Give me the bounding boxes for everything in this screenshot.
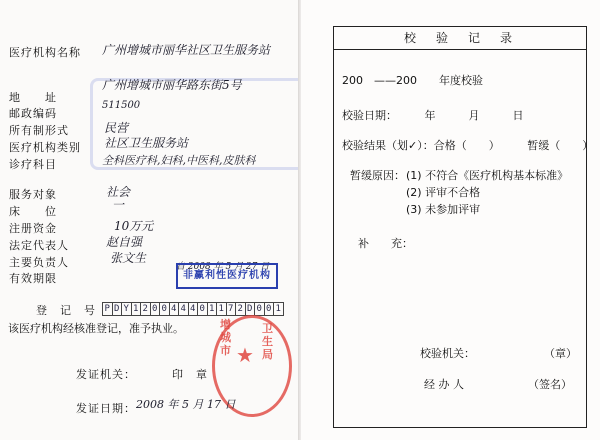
approval-note: 该医疗机构经核准登记，准予执业。	[8, 322, 184, 335]
register-digit: 4	[169, 302, 180, 316]
defer-reason-1: (1) 不符合《医疗机构基本标准》	[406, 169, 569, 182]
defer-reason-2: (2) 评审不合格	[406, 186, 481, 199]
ownership-label: 所有制形式	[9, 124, 69, 137]
register-digit: 4	[188, 302, 199, 316]
register-number-label: 登 记 号	[36, 304, 96, 317]
issuer-label: 发证机关：	[76, 368, 136, 381]
inspection-record-frame	[333, 26, 594, 428]
register-digit: D	[245, 302, 256, 316]
legal-rep-value: 赵自强	[106, 235, 143, 249]
departments-value: 全科医疗科,妇科,中医科,皮肤科	[102, 154, 256, 167]
inspection-date-line: 校验日期： 年 月 日	[342, 109, 524, 122]
nonprofit-stamp: 非赢利性医疗机构	[176, 263, 278, 289]
institution-name-value: 广州增城市丽华社区卫生服务站	[102, 43, 271, 57]
validity-label: 有效期限	[9, 272, 57, 285]
register-digit: D	[112, 302, 123, 316]
register-digit: 0	[254, 302, 265, 316]
principal-value: 张文生	[110, 251, 147, 265]
register-digit: 0	[264, 302, 275, 316]
register-digit: 2	[140, 302, 151, 316]
postcode-label: 邮政编码	[9, 107, 57, 120]
handler-label: 经 办 人	[424, 378, 464, 391]
validity-value: 自 2008 年 5 月 27 日	[176, 262, 270, 272]
category-value: 社区卫生服务站	[104, 136, 189, 150]
register-digit: 1	[207, 302, 218, 316]
register-digit: 1	[273, 302, 284, 316]
defer-reason-3: (3) 未参加评审	[406, 203, 481, 216]
principal-label: 主要负责人	[9, 256, 69, 269]
supplement-label: 补 充：	[358, 237, 413, 250]
register-digit: 4	[178, 302, 189, 316]
category-label: 医疗机构类别	[9, 141, 81, 154]
legal-rep-label: 法定代表人	[9, 239, 69, 252]
seal-star-icon: ★	[236, 343, 254, 367]
register-number-boxes	[102, 302, 283, 316]
register-digit: 0	[197, 302, 208, 316]
inspection-authority-label: 校验机关：	[420, 347, 475, 360]
beds-value: 一	[112, 198, 125, 212]
seal-label: 印 章	[172, 368, 208, 381]
capital-label: 注册资金	[9, 222, 57, 235]
inspection-authority-seal: （章）	[544, 347, 577, 360]
defer-reason-title: 暂缓原因：	[350, 169, 405, 182]
ownership-value: 民营	[104, 121, 129, 135]
inspection-year-line: 200 ——200 年度校验	[342, 74, 483, 87]
register-digit: Y	[121, 302, 132, 316]
issue-date-label: 发证日期：	[76, 402, 136, 415]
address-label: 地 址	[9, 91, 57, 104]
postcode-value: 511500	[102, 100, 141, 111]
seal-text-left: 增城市	[220, 318, 231, 357]
issue-date-value: 2008 年 5 月 17 日	[136, 398, 236, 411]
handler-signature: （签名）	[528, 378, 572, 391]
register-digit: 1	[216, 302, 227, 316]
register-digit: 0	[159, 302, 170, 316]
seal-text-right: 卫生局	[262, 322, 273, 361]
register-digit: 2	[235, 302, 246, 316]
beds-label: 床 位	[9, 205, 57, 218]
register-digit: 1	[131, 302, 142, 316]
inspection-result-line: 校验结果（划✓）：合格（ ） 暂缓（ ）	[342, 139, 594, 152]
register-digit: 7	[226, 302, 237, 316]
departments-label: 诊疗科目	[9, 158, 57, 171]
inspection-record-title: 校 验 记 录	[334, 27, 586, 50]
capital-value: 10万元	[114, 219, 154, 233]
register-digit: 0	[150, 302, 161, 316]
service-target-label: 服务对象	[9, 188, 57, 201]
address-value: 广州增城市丽华路东街5号	[102, 78, 242, 92]
register-digit: P	[102, 302, 113, 316]
right-page	[301, 0, 600, 440]
institution-name-label: 医疗机构名称	[9, 46, 81, 59]
service-target-value: 社会	[106, 185, 131, 199]
